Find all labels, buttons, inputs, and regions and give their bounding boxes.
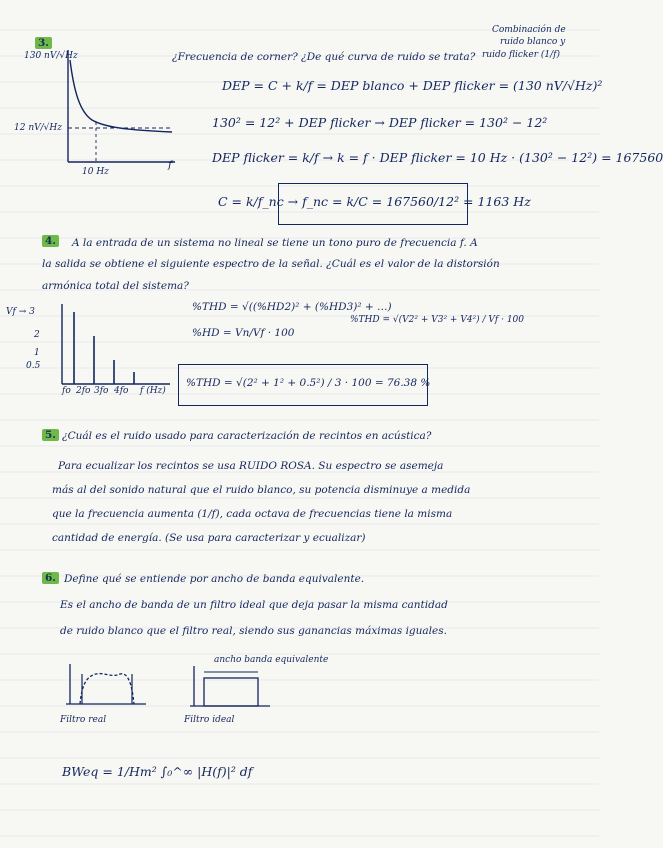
q3-number-badge: 3. (35, 37, 52, 49)
q6-ideal-filter-label: Filtro ideal (184, 715, 235, 725)
q4-y-label-1: 1 (34, 348, 40, 358)
q6-eq-bw: BWeq = 1/Hm² ∫₀^∞ |H(f)|² df (62, 764, 253, 779)
q4-x-label-2fo: 2fo (76, 386, 91, 396)
q4-x-label-fo: fo (62, 386, 71, 396)
q3-eq-2: 130² = 12² + DEP flicker → DEP flicker = 130² − 12² (212, 115, 548, 130)
q5-number (42, 430, 59, 441)
q4-question-line-1: A la entrada de un sistema no lineal se tiene un tono puro de frecuencia f. A (72, 237, 478, 249)
q4-x-label-4fo: 4fo (114, 386, 129, 396)
q3-x-label: 10 Hz (82, 167, 109, 177)
q4-y-label-2: 2 (34, 330, 40, 340)
q4-y-label-05: 0.5 (26, 361, 41, 371)
q4-x-label-3fo: 3fo (94, 386, 109, 396)
q4-eq-result: %THD = √(2² + 1² + 0.5²) / 3 · 100 = 76.38 % (186, 377, 431, 389)
q6-number (42, 573, 59, 584)
q4-number-badge: 4. (42, 235, 59, 247)
q3-eq-1: DEP = C + k/f = DEP blanco + DEP flicker = (130 nV/√Hz)² (222, 78, 603, 93)
q3-y-low-label: 12 nV/√Hz (14, 123, 62, 133)
top-note-line-2: ruido blanco y (500, 37, 566, 47)
q3-x-axis-label: f (168, 159, 172, 171)
q4-x-axis-label: f (Hz) (140, 386, 166, 396)
q5-question: ¿Cuál es el ruido usado para caracterización de recintos en acústica? (62, 430, 432, 442)
q4-eq-hd-def: %HD = Vn/Vf · 100 (192, 327, 295, 339)
q4-question-line-3: armónica total del sistema? (42, 280, 189, 292)
q6-real-filter-label: Filtro real (60, 715, 107, 725)
q4-eq-thd-def: %THD = √((%HD2)² + (%HD3)² + …) (192, 301, 392, 313)
q4-question-line-2: la salida se obtiene el siguiente espectro de la señal. ¿Cuál es el valor de la distorsión (42, 258, 500, 270)
q3-eq-3: DEP flicker = k/f → k = f · DEP flicker = 10 Hz · (130² − 12²) = 167560 (212, 150, 663, 165)
q6-ideal-filter-graph (186, 664, 286, 714)
q6-real-filter-curve (80, 674, 134, 704)
top-note-line-1: Combinación de (492, 25, 566, 35)
q5-answer-line-1: Para ecualizar los recintos se usa RUIDO ROSA. Su espectro se asemeja (58, 460, 444, 472)
q4-spectrum-graph (20, 298, 180, 398)
q6-real-filter-graph (62, 662, 162, 712)
top-note-line-3: ruido flicker (1/f) (482, 50, 560, 60)
q5-answer-line-2: más al del sonido natural que el ruido blanco, su potencia disminuye a medida (52, 484, 471, 496)
q4-y-label-vf: Vf → 3 (6, 307, 35, 317)
q6-band-label: ancho banda equivalente (214, 655, 329, 665)
q5-number-badge: 5. (42, 429, 59, 441)
q5-answer-line-4: cantidad de energía. (Se usa para caracterizar y ecualizar) (52, 532, 366, 544)
q3-noise-curve (70, 60, 172, 132)
q5-answer-line-3: que la frecuencia aumenta (1/f), cada octava de frecuencias tiene la misma (52, 508, 453, 520)
q6-answer-line-1: Es el ancho de banda de un filtro ideal que deja pasar la misma cantidad (60, 599, 448, 611)
q6-number-badge: 6. (42, 572, 59, 584)
q6-answer-line-2: de ruido blanco que el filtro real, siendo sus ganancias máximas iguales. (60, 625, 447, 637)
q3-noise-graph (40, 42, 180, 182)
q6-question: Define qué se entiende por ancho de banda equivalente. (64, 573, 365, 585)
q4-eq-thd-alt: %THD = √(V2² + V3² + V4²) / Vf · 100 (350, 315, 525, 325)
q3-y-high-label: 130 nV/√Hz (24, 51, 78, 61)
q3-question: ¿Frecuencia de corner? ¿De qué curva de ruido se trata? (172, 51, 476, 63)
q6-ideal-filter-box (204, 678, 258, 706)
q3-eq-4: C = k/f_nc → f_nc = k/C = 167560/12² = 1163 Hz (218, 194, 531, 209)
q4-number (42, 236, 59, 247)
